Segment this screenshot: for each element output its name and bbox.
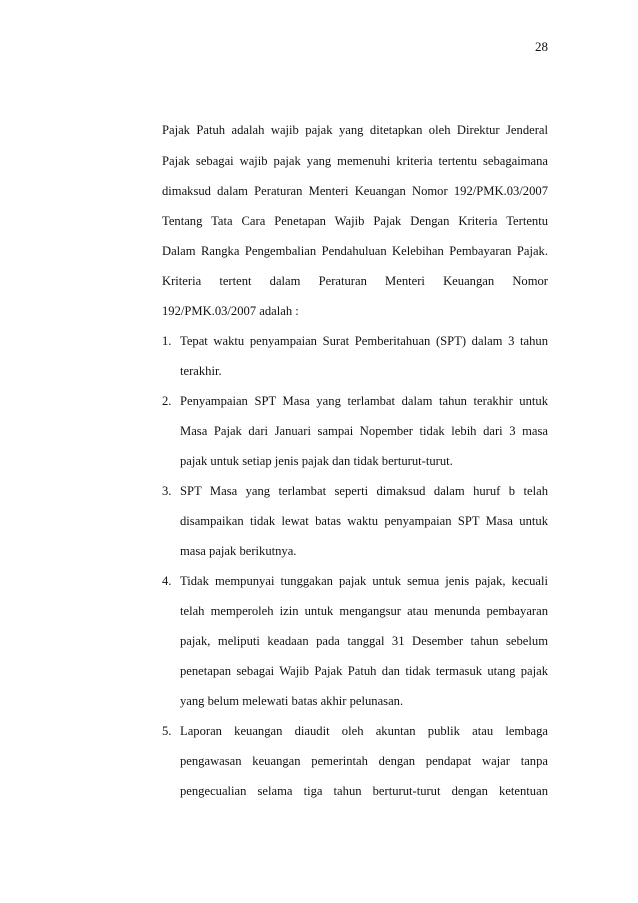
list-item-line: masa pajak berikutnya. xyxy=(180,544,297,558)
list-item-number: 1. xyxy=(162,334,172,348)
paragraph-line: dimaksud dalam Peraturan Menteri Keuangan Nomor 192/PMK.03/2007 xyxy=(162,184,548,198)
list-item-number: 4. xyxy=(162,574,172,588)
list-item-number: 2. xyxy=(162,394,172,408)
list-item-line: pajak untuk setiap jenis pajak dan tidak berturut-turut. xyxy=(180,454,453,468)
list-item-line: Masa Pajak dari Januari sampai Nopember tidak lebih dari 3 masa xyxy=(180,424,548,438)
list-item-line: terakhir. xyxy=(180,364,222,378)
paragraph-line: 192/PMK.03/2007 adalah : xyxy=(162,304,299,318)
list-item-line: disampaikan tidak lewat batas waktu penyampaian SPT Masa untuk xyxy=(180,514,548,528)
list-item-line: Laporan keuangan diaudit oleh akuntan publik atau lembaga xyxy=(180,724,548,738)
paragraph-line: Pajak sebagai wajib pajak yang memenuhi kriteria tertentu sebagaimana xyxy=(162,154,548,168)
list-item-line: Tidak mempunyai tunggakan pajak untuk semua jenis pajak, kecuali xyxy=(180,574,548,588)
list-item-line: pajak, meliputi keadaan pada tanggal 31 Desember tahun sebelum xyxy=(180,634,548,648)
list-item-number: 5. xyxy=(162,724,172,738)
list-item-line: SPT Masa yang terlambat seperti dimaksud dalam huruf b telah xyxy=(180,484,548,498)
list-item-number: 3. xyxy=(162,484,172,498)
list-item-line: Tepat waktu penyampaian Surat Pemberitahuan (SPT) dalam 3 tahun xyxy=(180,334,548,348)
paragraph-line: Tentang Tata Cara Penetapan Wajib Pajak Dengan Kriteria Tertentu xyxy=(162,214,548,228)
list-item-line: Penyampaian SPT Masa yang terlambat dalam tahun terakhir untuk xyxy=(180,394,548,408)
list-item-line: penetapan sebagai Wajib Pajak Patuh dan tidak termasuk utang pajak xyxy=(180,664,548,678)
list-item-line: yang belum melewati batas akhir pelunasan. xyxy=(180,694,404,708)
list-item-line: pengawasan keuangan pemerintah dengan pendapat wajar tanpa xyxy=(180,754,548,768)
list-item-line: pengecualian selama tiga tahun berturut-turut dengan ketentuan xyxy=(180,784,548,798)
paragraph-line: Dalam Rangka Pengembalian Pendahuluan Kelebihan Pembayaran Pajak. xyxy=(162,244,548,258)
list-item-line: telah memperoleh izin untuk mengangsur atau menunda pembayaran xyxy=(180,604,548,618)
page-number: 28 xyxy=(535,39,548,54)
paragraph-line: Kriteria tertent dalam Peraturan Menteri Keuangan Nomor xyxy=(162,274,548,288)
paragraph-line: Pajak Patuh adalah wajib pajak yang ditetapkan oleh Direktur Jenderal xyxy=(162,123,548,137)
